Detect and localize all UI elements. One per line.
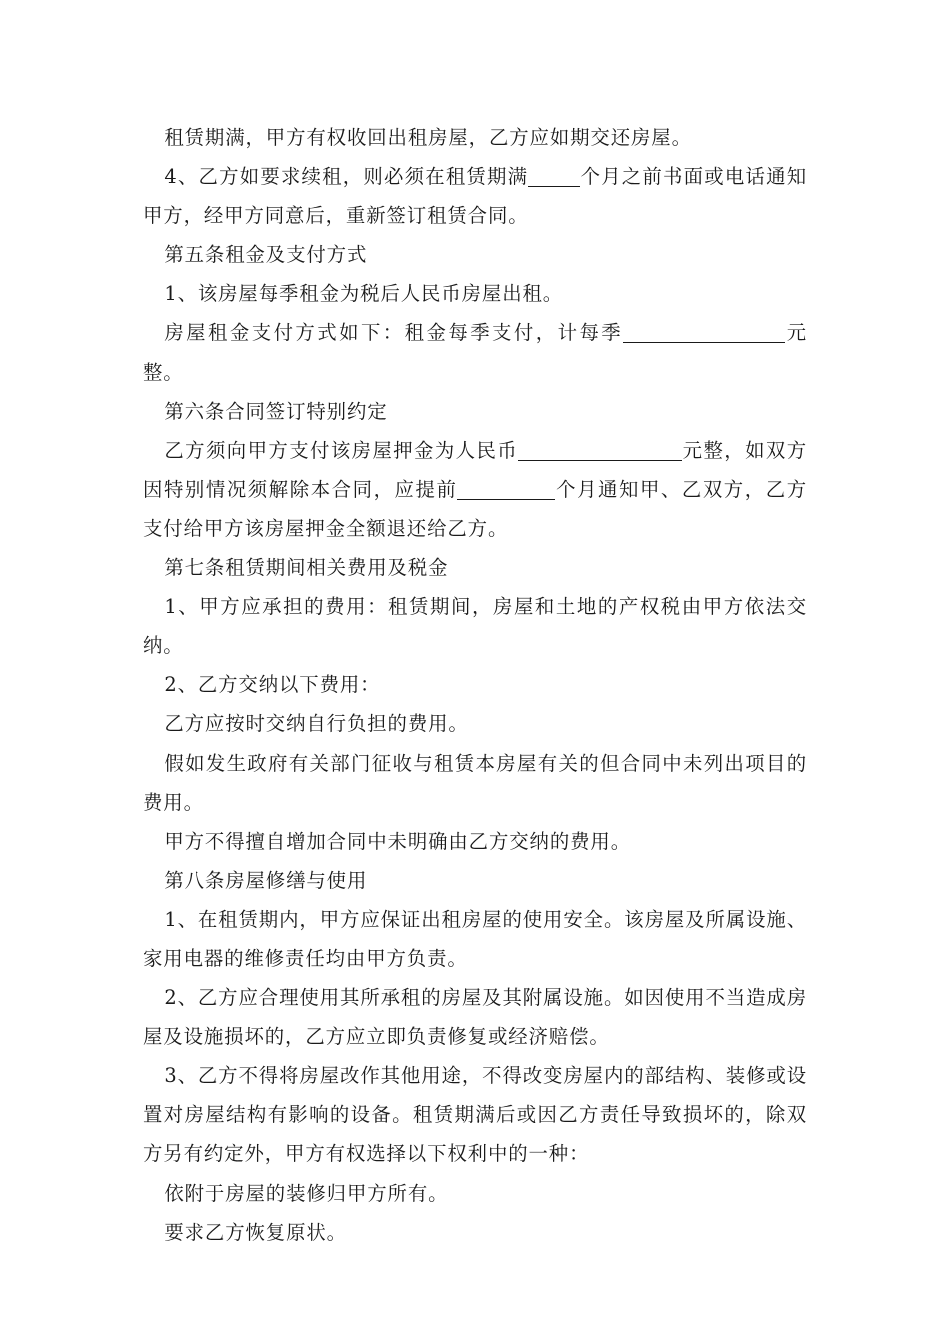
fill-in-blank-notice-months[interactable]	[457, 475, 555, 500]
paragraph-text: 个月之前书面或电话通知甲方，经甲方同意后，重新签订租赁合同。	[143, 165, 807, 228]
paragraph-restore-original: 要求乙方恢复原状。	[164, 1220, 347, 1244]
paragraph-quarterly-rent: 1、该房屋每季租金为税后人民币房屋出租。	[164, 282, 564, 306]
paragraph-text: 4、乙方如要求续租，则必须在租赁期满	[164, 165, 529, 189]
fill-in-blank-months[interactable]	[528, 162, 580, 187]
paragraph-renewal	[143, 157, 807, 235]
paragraph-safety: 1、在租赁期内，甲方应保证出租房屋的使用安全。该房屋及所属设施、家用电器的维修责任均由甲方负责。	[143, 907, 807, 970]
paragraph-text: 个月通知甲、乙双方，乙方支付给甲方该房屋押金全额退还给乙方。	[143, 477, 807, 540]
fill-in-blank-deposit-amount[interactable]	[518, 436, 682, 461]
paragraph-no-extra-fees: 甲方不得擅自增加合同中未明确由乙方交纳的费用。	[164, 829, 632, 853]
paragraph-decoration-ownership: 依附于房屋的装修归甲方所有。	[164, 1181, 449, 1205]
paragraph-text: 元整。	[143, 321, 807, 384]
paragraph-deposit	[143, 431, 807, 548]
document-page	[143, 118, 807, 1252]
paragraph-government-fees: 假如发生政府有关部门征收与租赁本房屋有关的但合同中未列出项目的费用。	[143, 751, 807, 814]
paragraph-lease-expiry: 租赁期满，甲方有权收回出租房屋，乙方应如期交还房屋。	[164, 126, 692, 149]
paragraph-party-a-costs: 1、甲方应承担的费用：租赁期间，房屋和土地的产权税由甲方依法交纳。	[143, 595, 807, 658]
paragraph-text: 元整，如双方因特别情况须解除本合同，应提前	[143, 438, 807, 501]
paragraph-text: 乙方须向甲方支付该房屋押金为人民币	[164, 438, 519, 462]
paragraph-party-b-costs: 2、乙方交纳以下费用：	[164, 673, 381, 697]
section-heading-article-8: 第八条房屋修缮与使用	[164, 868, 368, 892]
paragraph-text: 房屋租金支付方式如下：租金每季支付，计每季	[164, 321, 624, 345]
section-heading-article-5: 第五条租金及支付方式	[164, 243, 368, 267]
paragraph-timely-payment: 乙方应按时交纳自行负担的费用。	[164, 712, 469, 736]
paragraph-payment-method	[143, 313, 807, 391]
fill-in-blank-rent-amount[interactable]	[623, 318, 785, 343]
paragraph-no-alteration: 3、乙方不得将房屋改作其他用途，不得改变房屋内的部结构、装修或设置对房屋结构有影响的设备。租赁期满后或因乙方责任导致损坏的，除双方另有约定外，甲方有权选择以下权利中的一种：	[143, 1064, 807, 1166]
section-heading-article-7: 第七条租赁期间相关费用及税金	[164, 556, 449, 580]
paragraph-proper-use: 2、乙方应合理使用其所承租的房屋及其附属设施。如因使用不当造成房屋及设施损坏的，乙方应立即负责修复或经济赔偿。	[143, 986, 807, 1049]
section-heading-article-6: 第六条合同签订特别约定	[164, 399, 388, 423]
